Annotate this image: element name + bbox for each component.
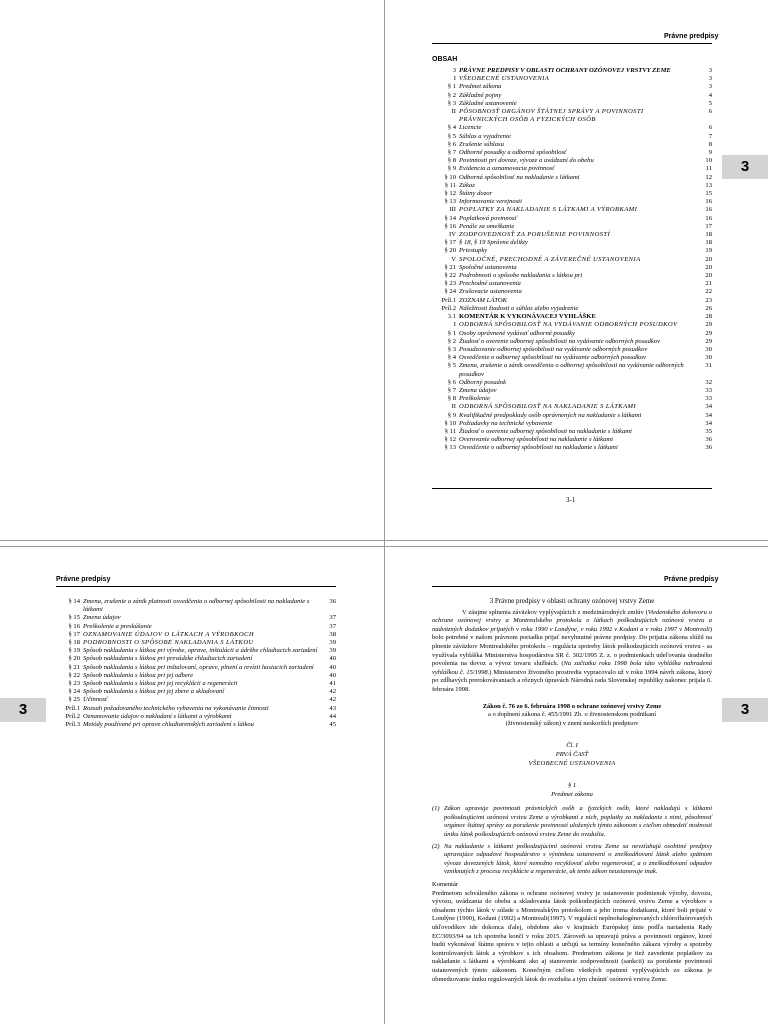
toc-entry-title: Preškolenie a preskúšanie xyxy=(83,622,152,630)
toc-entry-page: 12 xyxy=(705,173,712,181)
toc-entry xyxy=(56,647,336,655)
toc-entry-page: 33 xyxy=(705,386,712,394)
toc-entry-number: 3 xyxy=(452,67,456,74)
toc-entry-number: § 9 xyxy=(447,165,456,173)
toc-entry-page: 6 xyxy=(708,124,712,132)
toc-entry-number: 3.1 xyxy=(447,313,456,321)
chapter-title: 3 Právne predpisy v oblasti ochrany ozónovej vrstvy Zeme xyxy=(489,597,655,605)
toc-entry-title: Spôsob nakladania s látkou pri jej odbere xyxy=(83,671,194,679)
law-subtitle-2: (živnostenský zákon) v znení neskorších predpisov xyxy=(505,719,639,727)
toc-entry xyxy=(432,338,712,346)
toc-entry-number: Príl.1 xyxy=(65,704,80,712)
toc-list-page3 xyxy=(56,598,336,729)
toc-entry xyxy=(432,247,712,255)
toc-entry-number: § 17 xyxy=(68,630,80,638)
toc-entry-title: Požiadavky na technické vybavenie xyxy=(459,419,553,427)
toc-entry-title: Zmena údajov xyxy=(83,614,121,622)
toc-entry-number: § 14 xyxy=(444,214,456,222)
toc-entry-page: 5 xyxy=(708,99,712,107)
toc-entry-number: § 3 xyxy=(447,345,456,353)
page-separator-horizontal xyxy=(0,540,768,541)
toc-entry-title: Poplatková povinnosť xyxy=(459,214,517,222)
toc-entry-title: Odborné posudky a odborná spôsobilosť xyxy=(459,149,567,157)
toc-entry-number: § 9 xyxy=(447,411,456,419)
toc-entry-title: Žiadosť o overenie odbornej spôsobilosti na vydávanie odborných posudkov xyxy=(459,337,661,345)
toc-entry-title: Informovanie verejnosti xyxy=(459,198,522,206)
toc-entry xyxy=(432,223,712,231)
komentar-label: Komentár xyxy=(432,881,458,889)
toc-entry-title: Penále za omeškanie xyxy=(459,222,515,230)
toc-entry-title: PÔSOBNOSŤ ORGÁNOV ŠTÁTNEJ SPRÁVY A POVINNOSTI PRÁVNICKÝCH OSÔB A FYZICKÝCH OSÔB xyxy=(459,108,644,124)
toc-entry xyxy=(432,272,712,280)
toc-entry-page: 18 xyxy=(705,231,712,239)
toc-entry xyxy=(432,346,712,354)
page4-header-rule xyxy=(432,586,712,587)
toc-entry xyxy=(432,92,712,100)
toc-entry-title: Žiadosť o overenie odbornej spôsobilosti na nakladanie s látkami xyxy=(459,427,632,435)
toc-entry-number: § 1 xyxy=(447,329,456,337)
toc-entry-page: 36 xyxy=(329,598,336,605)
law-clause xyxy=(432,805,712,839)
paragraph-number: § 1 xyxy=(567,782,577,790)
toc-entry-page: 30 xyxy=(705,354,712,362)
toc-entry-title: Zákaz xyxy=(459,181,475,189)
toc-entry-title: Overovanie odbornej spôsobilosti na nakladanie s látkami xyxy=(459,436,613,444)
toc-entry-title: Zrušenie súhlasu xyxy=(459,140,504,148)
toc-entry xyxy=(432,141,712,149)
toc-entry-page: 3 xyxy=(708,75,712,83)
toc-entry-title: Zrušovacie ustanovenia xyxy=(459,288,522,296)
toc-entry xyxy=(56,672,336,680)
toc-entry-title: Podrobnosti o spôsobe nakladania s látkou pri xyxy=(459,272,583,280)
toc-entry xyxy=(432,403,712,411)
toc-entry xyxy=(432,280,712,288)
toc-entry-page: 38 xyxy=(329,630,336,638)
toc-entry-title: Náležitosti žiadosti o súhlas alebo vyjadrenie xyxy=(459,304,579,312)
toc-entry-number: § 21 xyxy=(68,663,80,671)
toc-entry xyxy=(56,696,336,704)
law-subtitle-1: a o doplnení zákona č. 455/1991 Zb. o živnostenskom podnikaní xyxy=(487,711,657,719)
toc-entry-number: § 13 xyxy=(444,198,456,206)
paragraph-title: Predmet zákona xyxy=(551,790,593,798)
toc-entry xyxy=(432,239,712,247)
toc-entry-page: 19 xyxy=(705,247,712,255)
toc-entry xyxy=(56,614,336,622)
toc-entry-number: § 23 xyxy=(444,280,456,288)
toc-entry-number: § 5 xyxy=(447,362,456,370)
page3-header: Právne predpisy xyxy=(56,576,111,583)
toc-entry xyxy=(432,379,712,387)
toc-entry-page: 29 xyxy=(705,337,712,345)
toc-entry-page: 20 xyxy=(705,255,712,263)
toc-entry-number: § 1 xyxy=(447,83,456,91)
toc-entry-number: § 24 xyxy=(444,288,456,296)
toc-entry-page: 16 xyxy=(705,214,712,222)
toc-entry-title: Oznamovanie údajov o nakladaní s látkami a výrobkami xyxy=(83,712,232,720)
page1-footer-rule xyxy=(432,488,712,489)
toc-entry xyxy=(56,598,336,614)
toc-entry-number: § 17 xyxy=(444,239,456,247)
law-clause-number: (1) xyxy=(432,805,440,813)
toc-entry xyxy=(432,387,712,395)
toc-entry xyxy=(432,182,712,190)
intro-paragraph xyxy=(432,609,712,695)
toc-entry-number: § 14 xyxy=(68,598,80,605)
toc-entry-title: Spoločné ustanovenia xyxy=(459,263,517,271)
toc-entry-title: Osvedčenie o odbornej spôsobilosti na nakladanie s látkami xyxy=(459,444,618,452)
section-label: VŠEOBECNÉ USTANOVENIA xyxy=(528,759,616,767)
toc-entry-page: 11 xyxy=(705,165,712,173)
toc-entry-page: 31 xyxy=(705,362,712,370)
komentar-text: Predmetom schváleného zákona o ochrane ozónovej vrstvy je ustanovenie podmienok výroby, dovozu, vývozu, uvádzania do obehu a skladovania látok poškodzujúcich ozónovú vrstvu Zeme a výrobkov s obsahom týchto látok v súlade s Montrealským protokolom a jeho troma dodatkami, ktoré boli prijaté v Londýne (1990), Kodani (1992) a Montreali(1997). V regulácii neplnohalogénovaných chlórofluórovaných uhľovodíkov ide dokonca ďalej, obdobne ako v krajinách Európskej únie podľa nariadenia Rady EC/3093/94 sa ich spotreba končí v roku 2015. Zároveň sa upravujú práva a povinnosti orgánov, ktoré budú vykonávať štátnu správu v tejto oblasti a určujú sa termíny konečného zákazu výroby a spotreby kontrolovaných látok a výrobkov s ich obsahom. Predmetom zákona je tiež zavedenie poplatkov za nakladanie s látkami a výrobkami ako aj stanovenie zodpovednosti (sankcii) za porušenie povinností ustanovených týmto zákonom. Konečným cieľom všetkých opatrení vyplývajúcich zo zákona je obmedzovanie úniku regulovaných látok do ovzdušia a tým chrániť ozónovú vrstvu Zeme. xyxy=(432,889,712,983)
toc-entry xyxy=(432,428,712,436)
toc-entry-title: Zmena, zrušenie a zánik platnosti osvedčenia o odbornej spôsobilosti na nakladanie s látkami xyxy=(83,598,310,614)
toc-entry xyxy=(56,623,336,631)
toc-entry-page: 35 xyxy=(705,427,712,435)
toc-entry-page: 9 xyxy=(708,149,712,157)
toc-entry-page: 34 xyxy=(705,419,712,427)
toc-entry-title: Predmet zákona xyxy=(459,83,502,91)
toc-entry-page: 37 xyxy=(329,622,336,630)
toc-entry-page: 20 xyxy=(705,263,712,271)
toc-entry xyxy=(432,206,712,214)
toc-entry-page: 44 xyxy=(329,712,336,720)
toc-entry xyxy=(56,680,336,688)
toc-entry-title: Spôsob nakladania s látkou pri inštalovaní, oprave, plnení a revízii hasiacich zariadení xyxy=(83,663,314,671)
toc-entry-number: § 13 xyxy=(444,444,456,452)
toc-entry-page: 3 xyxy=(708,83,712,91)
intro-text-3: ) bolo potrebné v našom právnom poriadku prijať nevyhnutné právne predpisy. Do prijatia zákona slúžil na plnenie záväzkov Montrealského protokolu – regulácia spotreby látok poškodzujúcich ozónovú vrstvu - sa využívala vyhláška Ministerstva hospodárstva SR č. 302/1995 Z. z. o podmienkach udeľovania úradného povolenia na dovoz a vývoz tovaru službách. ( xyxy=(432,625,712,668)
toc-entry-title: Odborná spôsobilosť na nakladanie s látkami xyxy=(459,173,580,181)
toc-entry-page: 34 xyxy=(705,403,712,411)
toc-entry-number: § 10 xyxy=(444,173,456,181)
toc-entry-number: I xyxy=(453,321,456,329)
toc-entry-title: Zmena údajov xyxy=(459,386,497,394)
toc-entry-title: § 18, § 19 Správne delikty xyxy=(459,239,528,247)
toc-entry-number: § 7 xyxy=(447,386,456,394)
toc-entry xyxy=(56,705,336,713)
toc-entry-page: 34 xyxy=(705,411,712,419)
toc-entry xyxy=(432,264,712,272)
toc-entry-number: § 8 xyxy=(447,395,456,403)
law-clause-number: (2) xyxy=(432,842,440,850)
toc-entry-number: § 4 xyxy=(447,354,456,362)
toc-entry-page: 26 xyxy=(705,304,712,312)
toc-entry-title: VŠEOBECNÉ USTANOVENIA xyxy=(459,75,550,83)
toc-entry-page: 29 xyxy=(705,321,712,329)
toc-entry-number: § 23 xyxy=(68,680,80,688)
law-clause xyxy=(432,843,712,877)
chapter-tab-page4: 3 xyxy=(722,698,768,722)
toc-entry xyxy=(432,231,712,239)
page-separator-horizontal-2 xyxy=(0,546,768,547)
toc-entry-title: Kvalifikačné predpoklady osôb oprávnených na nakladanie s látkami xyxy=(459,411,642,419)
toc-entry-page: 29 xyxy=(705,329,712,337)
toc-entry-number: § 19 xyxy=(68,647,80,655)
toc-entry-title: Spôsob nakladania s látkou pri výrobe, oprave, inštalácii a údržbe chladiacich zariadení xyxy=(83,647,318,655)
toc-list-page1 xyxy=(432,67,712,453)
toc-entry-title: Metódy používané pri oprave chladiarenských zariadení s látkou xyxy=(83,721,254,729)
toc-entry-number: I xyxy=(453,75,456,83)
toc-entry xyxy=(56,631,336,639)
toc-entry-number: III xyxy=(449,206,456,214)
toc-entry-page: 17 xyxy=(705,222,712,230)
toc-entry xyxy=(432,165,712,173)
toc-entry-number: V xyxy=(451,255,456,263)
toc-entry-page: 40 xyxy=(329,663,336,671)
toc-entry-number: Príl.2 xyxy=(441,304,456,312)
toc-entry-page: 22 xyxy=(705,288,712,296)
page1-header: Právne predpisy xyxy=(664,33,719,40)
toc-entry-title: Preškolenie xyxy=(459,395,490,403)
toc-entry xyxy=(432,157,712,165)
toc-entry-number: § 22 xyxy=(444,272,456,280)
toc-entry-number: § 7 xyxy=(447,149,456,157)
toc-entry-page: 3 xyxy=(708,67,712,74)
toc-entry-title: Prechodné ustanovenia xyxy=(459,280,521,288)
toc-entry-page: 21 xyxy=(705,280,712,288)
law-clause-text: Na nakladanie s látkami poškodzujúcimi ozónovú vrstvu Zeme sa nevzťahujú osobitné predpisy upravujúce odpadové hospodárstvo s výnimkou ustanovení o zneškodňovaní látok alebo spätnom vývoze dovezených látok, ktoré nemožno recyklovať alebo regenerovať, a o zneškodňovaní odpadov vzniknutých z procesu recyklácie a regenerácie, ak tento zákon neustanovuje inak. xyxy=(444,842,712,876)
toc-entry xyxy=(432,133,712,141)
toc-entry-number: Príl.3 xyxy=(65,721,80,729)
toc-entry xyxy=(56,664,336,672)
toc-entry-number: § 24 xyxy=(68,688,80,696)
law-clause-text: Zákon upravuje povinnosti právnických osôb a fyzických osôb, ktoré nakladajú s látkami poškodzujúcimi ozónovú vrstvu Zeme a výrobkami z nich, poplatky za nakladanie s nimi, pôsobnosť orgánov štátnej správy za porušenie povinností uložených týmto zákonom s cieľom obmedziť možnosti úniku látok poškodzujúcich ozónovú vrstvu Zeme do ovzdušia. xyxy=(444,805,712,839)
toc-entry-number: § 2 xyxy=(447,91,456,99)
toc-entry-page: 30 xyxy=(705,345,712,353)
toc-entry xyxy=(432,174,712,182)
toc-entry-title: Súhlas a vyjadrenie xyxy=(459,132,511,140)
toc-entry-page: 6 xyxy=(708,108,712,116)
toc-entry-page: 39 xyxy=(329,647,336,655)
toc-entry-page: 20 xyxy=(705,272,712,280)
toc-entry xyxy=(432,75,712,83)
toc-entry-page: 40 xyxy=(329,671,336,679)
toc-entry xyxy=(432,83,712,91)
toc-entry-title: ODBORNÁ SPÔSOBILOSŤ NA NAKLADANIE S LÁTKAMI xyxy=(459,403,636,411)
toc-entry-title: SPOLOČNÉ, PRECHODNÉ A ZÁVEREČNÉ USTANOVENIA xyxy=(459,255,641,263)
toc-entry-number: § 22 xyxy=(68,671,80,679)
page1-header-rule xyxy=(432,43,712,44)
toc-entry-number: § 18 xyxy=(68,639,80,647)
intro-text-4: Na začiatku roku 1998 bola táto vyhláška nahradená vyhláškou č. 15/1998. xyxy=(432,660,712,676)
toc-entry-page: 4 xyxy=(708,91,712,99)
toc-entry-number: § 8 xyxy=(447,157,456,165)
toc-entry-page: 15 xyxy=(705,190,712,198)
intro-text-2: Viedenského dohovoru o ochrane ozónovej vrstvy a Montrealského protokolu o látkach poškodzujúcich ozónovú vrstvu a nadväzných dodatkov prijatých v roku 1990 v Londýne, v roku 1992 v Kodani a v roku 1997 v Montreali xyxy=(432,608,713,633)
toc-entry-title: Spôsob nakladania s látkou pri jej zbere a skladovaní xyxy=(83,688,225,696)
toc-entry-page: 41 xyxy=(329,680,336,688)
toc-entry xyxy=(432,67,712,75)
toc-entry-page: 43 xyxy=(329,704,336,712)
page4-body xyxy=(432,597,712,984)
toc-entry xyxy=(432,444,712,452)
toc-entry-page: 37 xyxy=(329,614,336,622)
page-separator-vertical xyxy=(384,0,385,1024)
toc-entry xyxy=(432,215,712,223)
toc-entry-title: Licencie xyxy=(459,124,482,132)
toc-entry-number: IV xyxy=(449,231,456,239)
toc-entry-title: Základné pojmy xyxy=(459,91,502,99)
toc-entry-title: ZODPOVEDNOSŤ ZA PORUŠENIE POVINNOSTÍ xyxy=(459,231,611,239)
toc-entry xyxy=(432,305,712,313)
page3-header-rule xyxy=(56,586,336,587)
page4-header: Právne predpisy xyxy=(664,576,719,583)
toc-entry-number: II xyxy=(451,403,456,411)
toc-entry-title: KOMENTÁR K VYKONÁVACEJ VYHLÁŠKE xyxy=(459,313,596,321)
toc-entry-page: 7 xyxy=(708,132,712,140)
toc-entry-page: 28 xyxy=(705,313,712,321)
paragraph-items xyxy=(432,805,712,877)
toc-entry-title: Povinnosti pri dovoze, vývoze a uvádzaní do obehu xyxy=(459,157,594,165)
toc-entry-page: 23 xyxy=(705,296,712,304)
toc-entry xyxy=(432,420,712,428)
toc-entry xyxy=(432,124,712,132)
toc-entry xyxy=(432,321,712,329)
toc-entry-number: § 12 xyxy=(444,436,456,444)
toc-entry-page: 39 xyxy=(329,639,336,647)
toc-entry xyxy=(56,655,336,663)
toc-entry-number: § 12 xyxy=(444,190,456,198)
toc-entry-page: 13 xyxy=(705,181,712,189)
toc-entry-number: II xyxy=(451,108,456,116)
toc-entry-number: § 4 xyxy=(447,124,456,132)
toc-entry-title: Priestupky xyxy=(459,247,488,255)
toc-entry-number: § 5 xyxy=(447,132,456,140)
toc-entry-number: § 11 xyxy=(444,427,456,435)
toc-entry xyxy=(432,362,712,378)
toc-entry-number: § 3 xyxy=(447,99,456,107)
toc-entry-page: 8 xyxy=(708,140,712,148)
toc-entry-number: § 6 xyxy=(447,140,456,148)
toc-entry-page: 45 xyxy=(329,721,336,729)
toc-entry xyxy=(432,108,712,124)
toc-entry-title: Osoby oprávnené vydávať odborné posudky xyxy=(459,329,575,337)
toc-entry-title: ZOZNAM LÁTOK xyxy=(459,296,508,304)
article-label: Čl. I xyxy=(566,742,578,750)
toc-entry-number: § 10 xyxy=(444,419,456,427)
toc-entry-title: Rozsah požadovaného technického vybavenia na vykonávanie činnosti xyxy=(83,704,269,712)
toc-entry-title: Evidencia a oznamovacia povinnosť xyxy=(459,165,555,173)
toc-entry-page: 33 xyxy=(705,395,712,403)
toc-entry-number: Príl.2 xyxy=(65,712,80,720)
toc-entry-number: § 2 xyxy=(447,337,456,345)
law-title: Zákon č. 76 zo 6. februára 1998 o ochrane ozónovej vrstvy Zeme xyxy=(482,702,662,710)
toc-entry-number: § 16 xyxy=(68,622,80,630)
toc-entry xyxy=(432,354,712,362)
toc-entry-title: OZNAMOVANIE ÚDAJOV O LÁTKACH A VÝROBKOCH xyxy=(83,630,255,638)
toc-entry-number: § 25 xyxy=(68,696,80,704)
toc-entry xyxy=(432,436,712,444)
toc-entry-title: Odborný posudok xyxy=(459,378,507,386)
toc-entry-page: 42 xyxy=(329,696,336,704)
toc-entry-title: Spôsob nakladania s látkou pri jej recyklácii a regenerácii xyxy=(83,680,238,688)
toc-entry-number: § 20 xyxy=(444,247,456,255)
toc-entry-number: Príl.1 xyxy=(441,296,456,304)
toc-entry-title: Zmena, zrušenie a zánik osvedčenia o odbornej spôsobilosti na vydávanie odborných posudkov xyxy=(459,362,684,378)
toc-entry xyxy=(432,330,712,338)
page-number-footer: 3-1 xyxy=(566,496,576,504)
toc-entry xyxy=(56,721,336,729)
toc-entry-title: Posudzovanie odbornej spôsobilosti na vydávanie odborných posudkov xyxy=(459,345,648,353)
toc-entry-page: 16 xyxy=(705,198,712,206)
toc-entry-number: § 20 xyxy=(68,655,80,663)
chapter-tab-page1: 3 xyxy=(722,155,768,179)
toc-entry-number: § 6 xyxy=(447,378,456,386)
toc-entry-title: Štátny dozor xyxy=(459,190,493,198)
toc-entry-title: Osvedčenie o odbornej spôsobilosti na vydávanie odborných posudkov xyxy=(459,354,646,362)
toc-entry-number: § 15 xyxy=(68,614,80,622)
toc-entry-number: § 21 xyxy=(444,263,456,271)
toc-entry-title: PRÁVNE PREDPISY V OBLASTI OCHRANY OZÓNOVEJ VRSTVY ZEME xyxy=(459,67,671,74)
toc-entry-page: 16 xyxy=(705,206,712,214)
toc-entry xyxy=(56,639,336,647)
toc-entry-title: POPLATKY ZA NAKLADANIE S LÁTKAMI A VÝROBKAMI xyxy=(459,206,638,214)
toc-entry xyxy=(432,288,712,296)
toc-entry xyxy=(432,412,712,420)
toc-entry xyxy=(432,100,712,108)
toc-entry-page: 10 xyxy=(705,157,712,165)
intro-text-5: ) Ministerstvo životného prostredia vypracovalo už v roku 1994 návrh zákona, ktorý po zdĺhavých prerokovávaniach a rôznych úpravách Národná rada Slovenskej republiky nakonec prijala 6. februára 1998. xyxy=(432,668,713,693)
toc-entry-page: 18 xyxy=(705,239,712,247)
toc-entry xyxy=(432,297,712,305)
intro-text-1: V záujme splnenia záväzkov vyplývajúcich z medzinárodných zmlúv ( xyxy=(462,608,648,616)
toc-entry-title: Účinnosť xyxy=(83,696,108,704)
chapter-tab-page3: 3 xyxy=(0,698,46,722)
toc-heading: OBSAH xyxy=(432,56,458,63)
toc-entry-page: 36 xyxy=(705,436,712,444)
toc-entry xyxy=(432,256,712,264)
toc-entry-page: 40 xyxy=(329,655,336,663)
toc-entry xyxy=(432,190,712,198)
toc-entry-number: § 16 xyxy=(444,222,456,230)
toc-entry-title: ODBORNÁ SPÔSOBILOSŤ NA VYDÁVANIE ODBORNÝCH POSUDKOV xyxy=(459,321,678,329)
toc-entry-page: 36 xyxy=(705,444,712,452)
toc-entry-title: Spôsob nakladania s látkou pri prevádzke chladiacich zariadení xyxy=(83,655,253,663)
part-label: PRVÁ ČASŤ xyxy=(555,750,589,758)
toc-entry-title: PODROBNOSTI O SPÔSOBE NAKLADANIA S LÁTKOU xyxy=(83,639,254,647)
toc-entry xyxy=(432,149,712,157)
toc-entry-title: Základné ustanovenie xyxy=(459,99,517,107)
toc-entry-page: 32 xyxy=(705,378,712,386)
toc-entry-page: 42 xyxy=(329,688,336,696)
toc-entry xyxy=(56,713,336,721)
toc-entry-number: § 11 xyxy=(444,181,456,189)
